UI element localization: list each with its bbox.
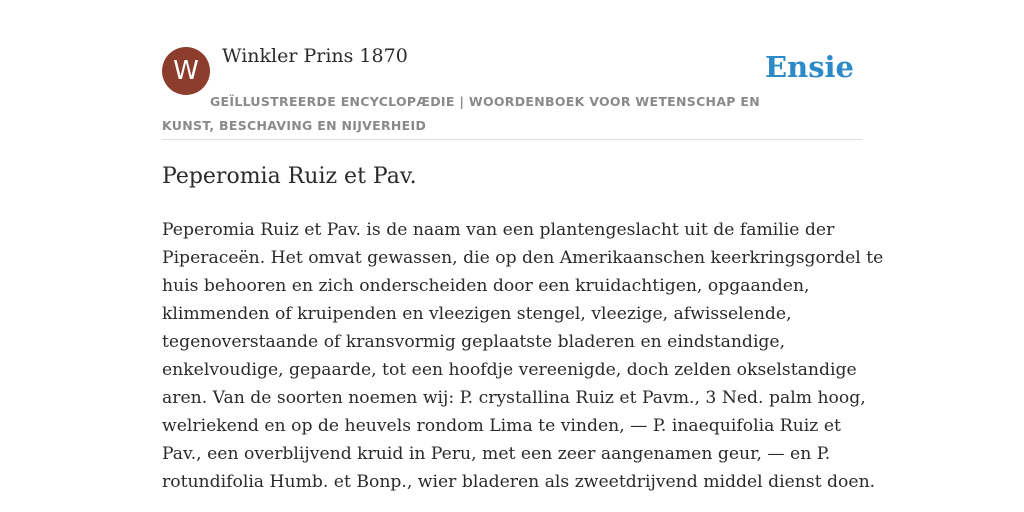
body-line: huis behooren en zich onderscheiden door een kruidachtigen, opgaanden, [162, 276, 810, 296]
body-line: Peperomia Ruiz et Pav. is de naam van een plantengeslacht uit de familie der [162, 220, 835, 240]
article-body [162, 216, 884, 496]
body-line: tegenoverstaande of kransvormig geplaatste bladeren en eindstandige, [162, 332, 786, 352]
header-divider [162, 139, 862, 140]
body-line: welriekend en op de heuvels rondom Lima te vinden, — P. inaequifolia Ruiz et [162, 416, 841, 436]
source-title[interactable]: Winkler Prins 1870 [222, 45, 408, 67]
body-line: enkelvoudige, gepaarde, tot een hoofdje vereenigde, doch zelden okselstandige [162, 360, 857, 380]
brand-logo[interactable]: Ensie [765, 50, 854, 84]
body-line: Pav., een overblijvend kruid in Peru, met een zeer aangenamen geur, — en P. [162, 444, 831, 464]
body-line: aren. Van de soorten noemen wij: P. crystallina Ruiz et Pavm., 3 Ned. palm hoog, [162, 388, 866, 408]
article-title: Peperomia Ruiz et Pav. [162, 164, 417, 189]
body-line: Piperaceën. Het omvat gewassen, die op den Amerikaanschen keerkringsgordel te [162, 248, 884, 268]
source-avatar: W [162, 47, 210, 95]
body-line: klimmenden of kruipenden en vleezigen stengel, vleezige, afwisselende, [162, 304, 792, 324]
source-subtitle: GEÏLLUSTREERDE ENCYCLOPÆDIE | WOORDENBOEK VOOR WETENSCHAP EN KUNST, BESCHAVING EN NIJVERHEID [162, 94, 760, 133]
body-line: rotundifolia Humb. et Bonp., wier bladeren als zweetdrijvend middel dienst doen. [162, 472, 876, 492]
